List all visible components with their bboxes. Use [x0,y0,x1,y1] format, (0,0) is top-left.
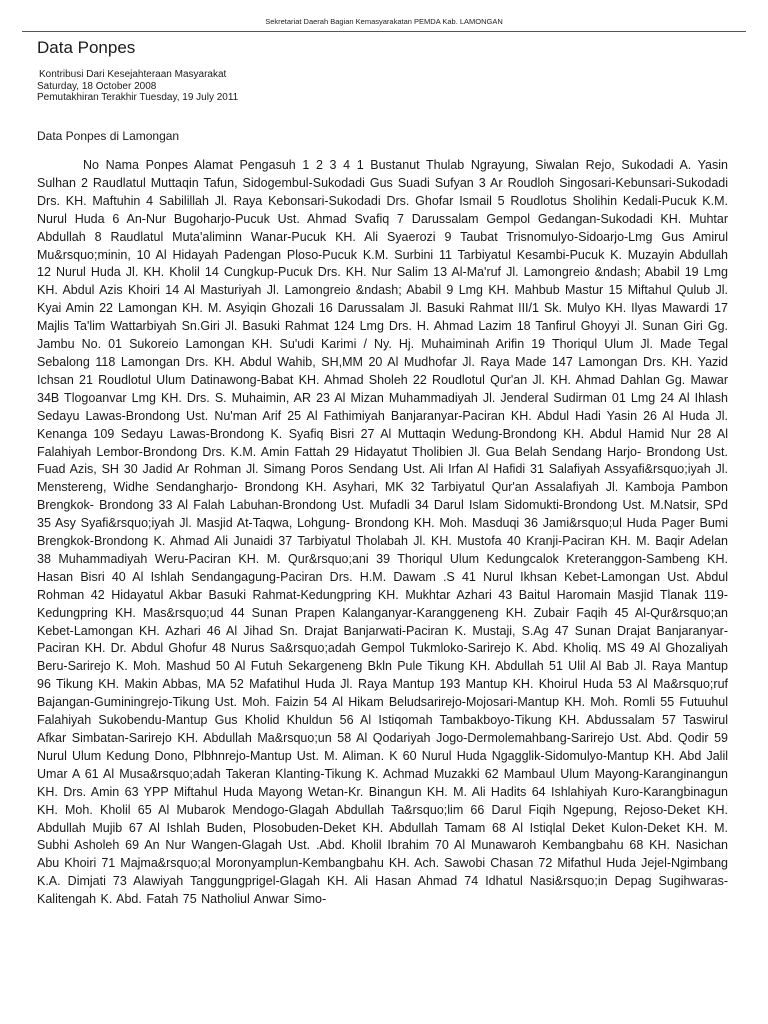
site-header: Sekretariat Daerah Bagian Kemasyarakatan PEMDA Kab. LAMONGAN [265,17,503,26]
section-heading: Data Ponpes di Lamongan [37,129,180,143]
last-updated-line: Pemutakhiran Terakhir Tuesday, 19 July 2011 [37,92,239,103]
date-line: Saturday, 18 October 2008 [37,80,157,92]
category-line: Kontribusi Dari Kesejahteraan Masyarakat [39,69,227,80]
header-divider [22,31,746,32]
article-meta [37,69,238,104]
article-body: No Nama Ponpes Alamat Pengasuh 1 2 3 4 1 Bustanut Thulab Ngrayung, Siwalan Rejo, Sukodadi A. Yasin Sulhan 2 Raudlatul Muttaqin Tafun, Sidogembul-Sukodadi Gus Suadi Sufyan 3 Ar Roudloh Singosari-Kebunsari-Sukodadi Drs. KH. Maftuhin 4 Sabilillah Jl. Raya Kebonsari-Sukodadi Drs. Ghofar Ismail 5 Roudlotus Sholihin Kedali-Pucuk K.M. Nurul Huda 6 An-Nur Bugoharjo-Pucuk Ust. Ahmad Svafiq 7 Darussalam Gempol Gedangan-Sukodadi KH. Muhtar Abdullah 8 Raudlatul Muta'aliminn Wanar-Pucuk KH. Ali Syaerozi 9 Taubat Trisnomulyo-Sidoarjo-Lmg Gus Amirul Mu&rsquo;minin, 10 Al Hidayah Padengan Ploso-Pucuk K.M. Surbini 11 Tarbiyatul Kesambi-Pucuk K. Muzayin Abdullah 12 Nurul Huda Jl. KH. Kholil 14 Cungkup-Pucuk Drs. KH. Nur Salim 13 Al-Ma'ruf Jl. Lamongreio &ndash; Ababil 19 Lmg KH. Abdul Azis Khoiri 14 Al Masturiyah Jl. Lamongreio &ndash; Ababil 9 Lmg KH. Mahbub Mastur 15 Miftahul Qulub Jl. Kyai Amin 22 Lamongan KH. M. Asyiqin Ghozali 16 Darussalam Jl. Basuki Rahmat III/1 Sk. Mulyo KH. Ilyas Mawardi 17 Majlis Ta'lim Wattarbiyah Sn.Giri Jl. Basuki Rahmat 124 Lmg Drs. H. Ahmad Lazim 18 Tanfirul Ghoyyi Jl. Sunan Giri Gg. Jambu No. 01 Sukoreio Lamongan KH. Su'udi Karimi / Ny. Hj. Muhaiminah Arifin 19 Thoriqul Ulum Jl. Made Tegal Sebalong 118 Lamongan Drs. KH. Abdul Wahib, SH,MM 20 Al Mudhofar Jl. Raya Made 147 Lamongan Drs. KH. Yazid Ichsan 21 Roudlotul Ulum Datinawong-Babat KH. Ahmad Sholeh 22 Roudlotul Qur'an Jl. KH. Ahmad Dahlan Gg. Mawar 34B Tlogoanvar Lmg KH. Drs. S. Muhaimin, AR 23 Al Mizan Muhammadiyah Jl. Jenderal Sudirman 01 Lmg 24 Al Ihlash Sedayu Lawas-Brondong Ust. Nu'man Arif 25 Al Fathimiyah Banjaranyar-Paciran KH. Abdul Hadi Yasin 26 Al Huda Jl. Kenanga 109 Sedayu Lawas-Brondong K. Syafiq Bisri 27 Al Muttaqin Wedung-Brondong KH. Abdul Hamid Nur 28 Al Falahiyah Lembor-Brondong Drs. K.M. Amin Fattah 29 Hidayatut Tholibien Jl. Gua Belah Sendang Harjo- Brondong Ust. Fuad Azis, SH 30 Jadid Ar Rohman Jl. Simang Poros Sendang Ust. Ali Irfan Al Hafidi 31 Salafiyah Assyafi&rsquo;iyah Jl. Menstereng, Widhe Sendangharjo- Brondong KH. Asyhari, MK 32 Tarbiyatul Qur'an Assalafiyah Jl. Kamboja Pambon Brengkok- Brondong 33 Al Falah Labuhan-Brondong Ust. Mufadli 34 Darul Islam Sidomukti-Brondong Ust. M.Natsir, SPd 35 Asy Syafi&rsquo;iyah Jl. Masjid At-Taqwa, Lohgung- Brondong KH. Moh. Masduqi 36 Jami&rsquo;ul Huda Pager Bumi Brengkok-Brondong K. Ahmad Ali Junaidi 37 Tarbiyatul Tholabah Jl. KH. Mustofa 40 Kranji-Paciran KH. M. Baqir Adelan 38 Muhammadiyah Weru-Paciran KH. M. Qur&rsquo;ani 39 Thoriqul Ulum Kedungcalok Kreteranggon-Sambeng KH. Hasan Bisri 40 Al Ishlah Sendangagung-Paciran Drs. H.M. Dawam .S 41 Nurul Ikhsan Kebet-Lamongan Ust. Abdul Rohman 42 Hidayatul Akbar Basuki Rahmat-Kedungpring KH. Mukhtar Azhari 43 Baitul Haromain Masjid Tlanak 119-Kedungpring KH. Mas&rsquo;ud 44 Sunan Prapen Kalanganyar-Karanggeneng KH. Zubair Faqih 45 Al-Qur&rsquo;an Kebet-Lamongan KH. Azhari 46 Al Jihad Sn. Drajat Banjarwati-Paciran K. Mustaji, S.Ag 47 Sunan Drajat Banjaranyar-Paciran KH. Dr. Abdul Ghofur 48 Nurus Sa&rsquo;adah Gempol Tukmloko-Sarirejo K. Abd. Kholiq. MS 49 Al Ghozaliyah Beru-Sarirejo K. Moh. Mashud 50 Al Futuh Sekargeneng Bkln Pule Tikung KH. Abdullah 51 Ulil Al Bab Jl. Raya Mantup 96 Tikung KH. Makin Abbas, MA 52 Mafatihul Huda Jl. Raya Mantup 193 Mantup KH. Khoirul Huda 53 Al Ma&rsquo;ruf Bajangan-Guminingrejo-Tikung Ust. Moh. Faizin 54 Al Hikam Beludsarirejo-Mojosari-Mantup KH. Moh. Romli 55 Futuuhul Falahiyah Sukobendu-Mantup Gus Kholid Khuldun 56 Al Istiqomah Tambakboyo-Tikung KH. Abdussalam 57 Taswirul Afkar Simbatan-Sarirejo KH. Abdullah Ma&rsquo;un 58 Al Qodariyah Jogo-Dermolemahbang-Sarirejo Ust. Abd. Qodir 59 Nurul Ulum Kedung Dono, Plbhnrejo-Mantup Ust. M. Aliman. K 60 Nurul Huda Ngagglik-Sidomulyo-Mantup KH. Abd Jalil Umar A 61 Al Musa&rsquo;adah Takeran Klanting-Tikung K. Achmad Muzakki 62 Mambaul Ulum Mayong-Karanginangun KH. Drs. Amin 63 YPP Miftahul Huda Mayong Wetan-Kr. Binangun KH. M. Ali Hadits 64 Ishlahiyah Kuro-Karangbinagun KH. Moh. Kholil 65 Al Mubarok Mendogo-Glagah Abdullah Ta&rsquo;lim 66 Darul Fiqih Ngepung, Rejoso-Deket KH. Abdullah Mujib 67 Al Ishlah Buden, Plosobuden-Deket KH. Abdullah Tamam 68 Al Istiqlal Deket Kulon-Deket KH. M. Subhi Asholeh 69 An Nur Wangen-Glagah Ust. .Abd. Kholil Ibrahim 70 Al Munawaroh Kembangbahu 68 KH. Nasichan Abu Khoiri 71 Majma&rsquo;al Moronyamplun-Kembangbahu KH. Ach. Sawobi Chasan 72 Mifathul Huda Jejel-Ngimbang K.A. Dimjati 73 Alawiyah Tanggungprigel-Glagah KH. Ali Hasan Ahmad 74 Idhatul Nasi&rsquo;in Depag Sugihwaras-Kalitengah K. Abd. Fatah 75 Natholiul Anwar Simo- [37,158,728,907]
page-title: Data Ponpes [37,38,136,57]
